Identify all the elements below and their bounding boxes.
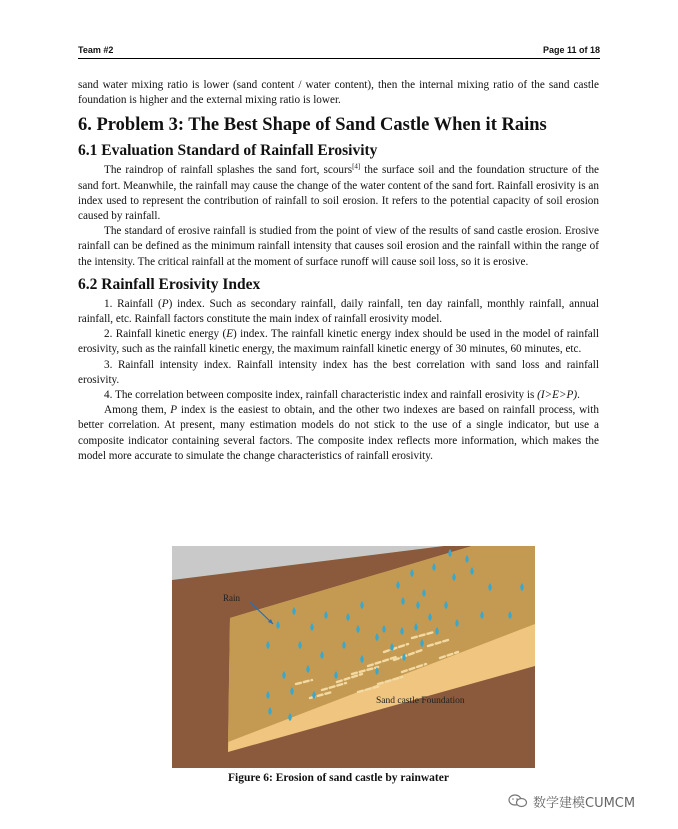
figure-caption: Figure 6: Erosion of sand castle by rainwater [228, 772, 449, 784]
section-title: 6. Problem 3: The Best Shape of Sand Castle When it Rains [78, 115, 547, 136]
team-label: Team #2 [78, 45, 114, 55]
list-item-4: 4. The correlation between composite index, rainfall characteristic index and rainfall erosivity is (I>E>P). [104, 389, 580, 402]
watermark [508, 792, 635, 810]
intro-paragraph: sand water mixing ratio is lower (sand content / water content), then the internal mixing ratio of the sand castle foundation is higher and the external mixing ratio is lower. [78, 79, 599, 107]
list-item-3: 3. Rainfall intensity index. Rainfall intensity index has the best correlation with sand loss and rainfall erosivity. [78, 358, 599, 386]
foundation-label: Sand castle Foundation [376, 696, 465, 706]
paragraph-6-2-summary: Among them, P index is the easiest to obtain, and the other two indexes are based on rainfall process, with better correlation. At present, many estimation models do not stick to the use of a single indicator, but use a composite indicator containing several factors. The composite index reflects more information, which makes the model more accurate to simulate the change characteristics of rainfall erosivity. [78, 404, 599, 462]
wechat-icon [508, 794, 528, 808]
page-header [78, 44, 600, 59]
subsection-title-6-2: 6.2 Rainfall Erosivity Index [78, 275, 261, 293]
list-item-2: 2. Rainfall kinetic energy (E) index. The rainfall kinetic energy index should be used in the model of rainfall erosivity, such as the rainfall kinetic energy, the maximum rainfall kinetic energy of 30 minutes, 60 minutes, etc. [78, 328, 599, 356]
citation-ref: [4] [352, 162, 361, 171]
watermark-text: 数学建模CUMCM [533, 795, 636, 811]
page-body [78, 78, 599, 464]
list-item-1: 1. Rainfall (P) index. Such as secondary rainfall, daily rainfall, ten day rainfall, monthly rainfall, annual rainfall, etc. Rainfall factors constitute the main index of rainfall erosivity model. [78, 297, 600, 326]
figure-sandcastle-erosion [172, 546, 535, 768]
paragraph-6-1-b: The standard of erosive rainfall is studied from the point of view of the results of sand castle erosion. Erosive rainfall can be defined as the minimum rainfall intensity that causes soil erosion and the rainfall within the range of the intensity. The critical rainfall at the moment of surface runoff will cause soil loss, so it is erosive. [78, 225, 599, 268]
subsection-title-6-1: 6.1 Evaluation Standard of Rainfall Erosivity [78, 142, 378, 160]
page-number: Page 11 of 18 [542, 45, 600, 55]
paragraph-6-1-a: The raindrop of rainfall splashes the sand fort, scours[4] the surface soil and the foundation structure of the sand fort. Meanwhile, the rainfall may cause the change of the water content of the sand fort. Rainfall erosivity is an index used to represent the contribution of rainfall to soil erosion. It refers to the potential capacity of soil erosion caused by rainfall. [78, 162, 599, 223]
figure-illustration [172, 546, 535, 768]
rain-label: Rain [223, 593, 240, 603]
